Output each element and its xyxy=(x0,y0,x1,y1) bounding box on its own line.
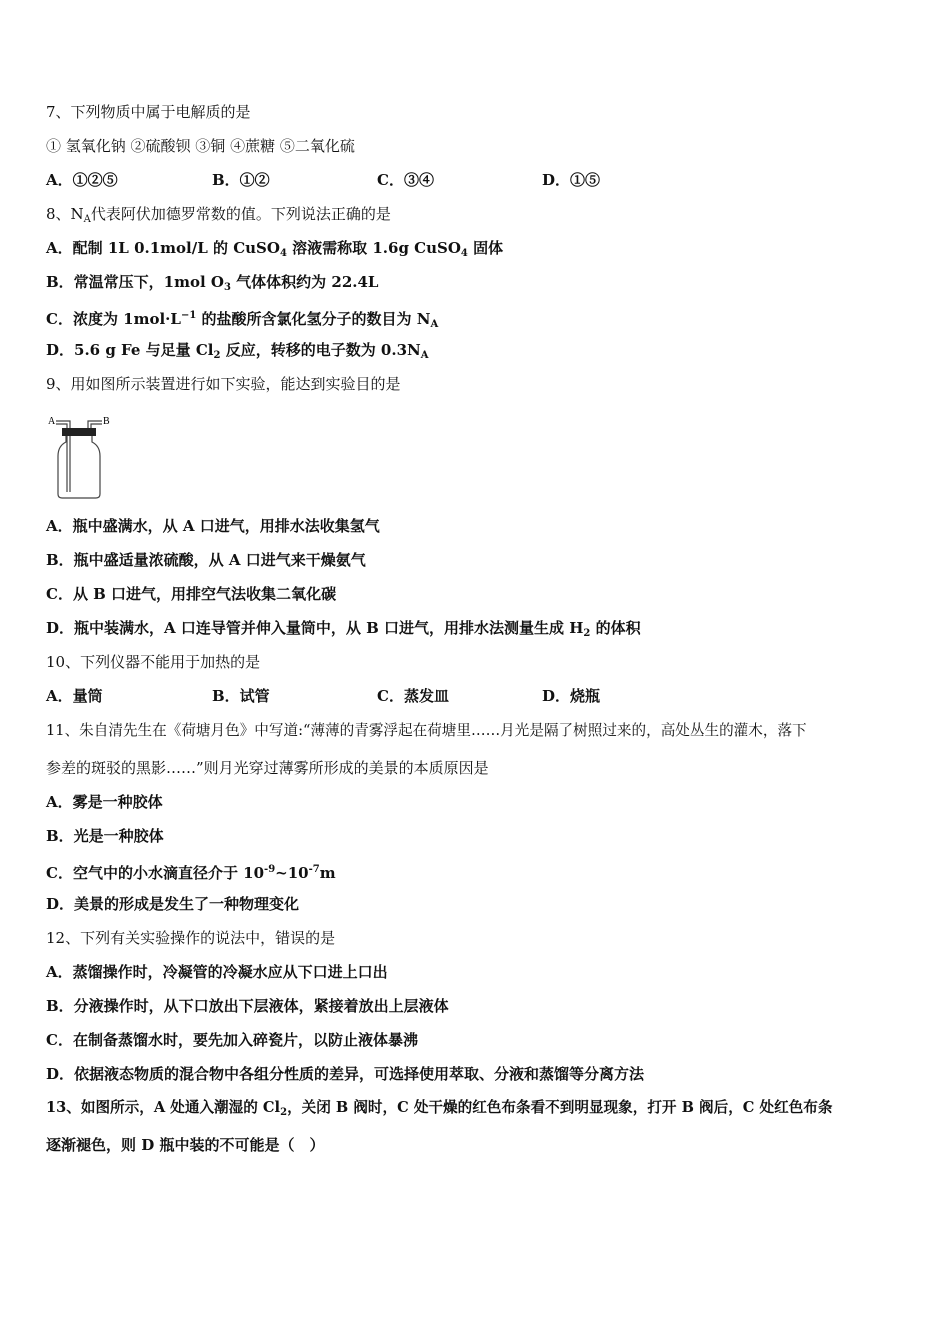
q7-option-c: C．③④ xyxy=(377,171,434,189)
fig-label-b: B xyxy=(103,416,110,427)
bottle xyxy=(58,436,100,498)
q11-option-b: B．光是一种胶体 xyxy=(46,827,164,845)
q10-option-b: B．试管 xyxy=(212,687,270,705)
fig-label-a: A xyxy=(48,416,56,427)
q13-stem-line2: 逐渐褪色，则 D 瓶中装的不可能是（ ） xyxy=(46,1136,325,1154)
q8-stem: 8、$N_A$代表阿伏加德罗常数的值。下列说法正确的是 xyxy=(46,205,391,225)
q9-stem: 9、用如图所示装置进行如下实验，能达到实验目的是 xyxy=(46,375,401,393)
q9-option-c: C．从 B 口进气，用排空气法收集二氧化碳 xyxy=(46,585,337,603)
q11-option-c: C．空气中的小水滴直径介于 $10^{-9}\sim 10^{-7}m$ xyxy=(46,864,336,882)
q13-stem-line1: 13、如图所示，A 处通入潮湿的 $Cl_2$，关闭 B 阀时，C 处干燥的红色布条看不到明显现象，打开 B 阀后，C 处红色布条 xyxy=(46,1099,833,1118)
q9-option-d: D．瓶中装满水，A 口连导管并伸入量筒中，从 B 口进气，用排水法测量生成 $H_2$ 的体积 xyxy=(46,619,641,639)
q12-option-a: A．蒸馏操作时，冷凝管的冷凝水应从下口进上口出 xyxy=(46,963,388,981)
q7-stem: 7、下列物质中属于电解质的是 xyxy=(46,103,251,121)
q7-option-a: A．①②⑤ xyxy=(46,171,118,189)
q12-option-d: D．依据液态物质的混合物中各组分性质的差异，可选择使用萃取、分液和蒸馏等分离方法 xyxy=(46,1065,645,1083)
q12-stem: 12、下列有关实验操作的说法中，错误的是 xyxy=(46,929,336,947)
q8-option-b: B．常温常压下，1mol $O_3$ 气体体积约为 22.4L xyxy=(46,273,379,293)
q11-stem-line1: 11、朱自清先生在《荷塘月色》中写道:“薄薄的青雾浮起在荷塘里……月光是隔了树照过来的，高处丛生的灌木，落下 xyxy=(46,722,807,739)
q10-option-c: C．蒸发皿 xyxy=(377,687,449,705)
q12-option-c: C．在制备蒸馏水时，要先加入碎瓷片，以防止液体暴沸 xyxy=(46,1031,418,1049)
q8-option-d: D．5.6 g Fe 与足量 $Cl_2$ 反应，转移的电子数为 $0.3N_A$ xyxy=(46,341,429,361)
q7-option-d: D．①⑤ xyxy=(542,171,601,189)
q8-option-c: C．浓度为 $1mol\cdot L^{-1}$ 的盐酸所含氯化氢分子的数目为 $N_A$ xyxy=(46,310,439,330)
q10-option-a: A．量筒 xyxy=(46,687,103,705)
q8-option-a: A．配制 1L 0.1mol/L 的 CuSO$_4$ 溶液需称取 1.6g CuSO$_4$ 固体 xyxy=(46,239,504,259)
q11-option-d: D．美景的形成是发生了一种物理变化 xyxy=(46,895,300,913)
q9-option-a: A．瓶中盛满水，从 A 口进气，用排水法收集氢气 xyxy=(46,517,380,535)
q12-option-b: B．分液操作时，从下口放出下层液体，紧接着放出上层液体 xyxy=(46,997,449,1015)
q9-option-b: B．瓶中盛适量浓硫酸，从 A 口进气来干燥氨气 xyxy=(46,551,366,569)
q11-stem-line2: 参差的斑驳的黑影……”则月光穿过薄雾所形成的美景的本质原因是 xyxy=(46,759,489,777)
q11-option-a: A．雾是一种胶体 xyxy=(46,793,163,811)
q7-option-b: B．①② xyxy=(212,171,270,189)
gas-bottle-diagram xyxy=(46,412,116,500)
stopper xyxy=(62,428,96,436)
q10-option-d: D．烧瓶 xyxy=(542,687,601,705)
q7-items: ① 氢氧化钠 ②硫酸钡 ③铜 ④蔗糖 ⑤二氧化硫 xyxy=(46,137,355,155)
q10-stem: 10、下列仪器不能用于加热的是 xyxy=(46,653,261,671)
